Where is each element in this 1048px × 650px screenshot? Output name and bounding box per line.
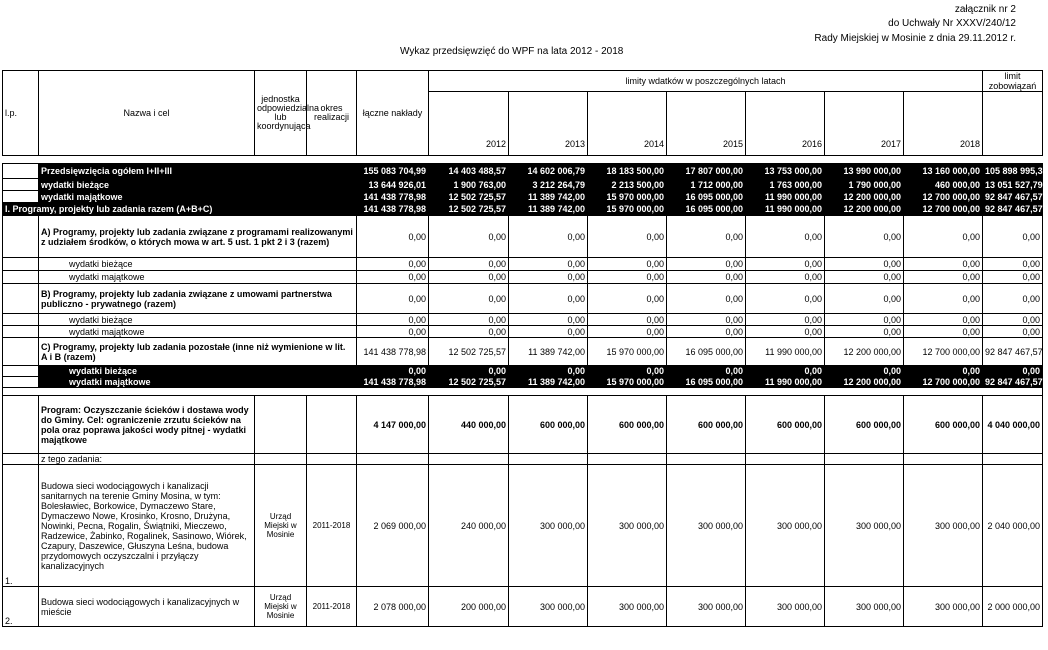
row-value: 0,00 bbox=[667, 284, 746, 314]
row-lp bbox=[3, 314, 39, 326]
col-total: łączne nakłady bbox=[357, 71, 429, 156]
col-period: okres realizacji bbox=[307, 71, 357, 156]
program-value: 600 000,00 bbox=[904, 396, 983, 454]
col-year-2015: 2015 bbox=[667, 92, 746, 156]
row-value: 12 700 000,00 bbox=[904, 191, 983, 203]
program-value: 4 147 000,00 bbox=[357, 396, 429, 454]
row-value: 12 700 000,00 bbox=[904, 203, 983, 216]
row-value: 92 847 467,57 bbox=[983, 377, 1043, 388]
row-value: 0,00 bbox=[904, 366, 983, 377]
program-label: Program: Oczyszczanie ścieków i dostawa wody do Gminy. Cel: ograniczenie zrzutu ścieków na pola oraz poprawa jakości wody pitnej - wydatki majątkowe bbox=[39, 396, 255, 454]
col-year-2014: 2014 bbox=[588, 92, 667, 156]
row-lp bbox=[3, 164, 39, 179]
row-value: 0,00 bbox=[357, 314, 429, 326]
row-value: 0,00 bbox=[667, 271, 746, 284]
row-value: 0,00 bbox=[746, 258, 825, 271]
task-name: Budowa sieci wodociągowych i kanalizacyjnych w mieście bbox=[39, 587, 255, 627]
row-value: 16 095 000,00 bbox=[667, 377, 746, 388]
task-value: 300 000,00 bbox=[509, 587, 588, 627]
empty-cell bbox=[588, 454, 667, 465]
row-value: 0,00 bbox=[357, 216, 429, 258]
row-lp bbox=[3, 216, 39, 258]
row-value: 0,00 bbox=[825, 284, 904, 314]
summary-row bbox=[3, 314, 1043, 326]
row-value: 1 712 000,00 bbox=[667, 179, 746, 191]
program-row bbox=[3, 396, 1043, 454]
row-label: Przedsięwzięcia ogółem I+II+III bbox=[39, 164, 357, 179]
row-label: wydatki bieżące bbox=[39, 258, 357, 271]
row-value: 0,00 bbox=[667, 366, 746, 377]
row-value: 0,00 bbox=[357, 258, 429, 271]
row-label: wydatki bieżące bbox=[39, 179, 357, 191]
row-value: 0,00 bbox=[746, 284, 825, 314]
row-lp bbox=[3, 284, 39, 314]
row-value: 12 200 000,00 bbox=[825, 191, 904, 203]
row-value: 11 389 742,00 bbox=[509, 191, 588, 203]
task-value: 300 000,00 bbox=[509, 465, 588, 587]
row-value: 0,00 bbox=[746, 326, 825, 338]
row-value: 92 847 467,57 bbox=[983, 338, 1043, 366]
task-value: 300 000,00 bbox=[746, 587, 825, 627]
empty-cell bbox=[357, 454, 429, 465]
program-period bbox=[307, 396, 357, 454]
row-value: 0,00 bbox=[825, 314, 904, 326]
row-value: 15 970 000,00 bbox=[588, 377, 667, 388]
row-value: 0,00 bbox=[509, 258, 588, 271]
row-value: 11 990 000,00 bbox=[746, 191, 825, 203]
row-value: 12 200 000,00 bbox=[825, 203, 904, 216]
row-lp bbox=[3, 377, 39, 388]
row-value: 0,00 bbox=[357, 366, 429, 377]
row-value: 0,00 bbox=[588, 216, 667, 258]
row-label: wydatki majątkowe bbox=[39, 326, 357, 338]
row-value: 0,00 bbox=[357, 271, 429, 284]
task-value: 240 000,00 bbox=[429, 465, 509, 587]
task-value: 300 000,00 bbox=[904, 465, 983, 587]
row-value: 0,00 bbox=[904, 258, 983, 271]
row-value: 0,00 bbox=[509, 216, 588, 258]
spacer-row bbox=[3, 156, 1043, 164]
row-value: 92 847 467,57 bbox=[983, 203, 1043, 216]
row-value: 3 212 264,79 bbox=[509, 179, 588, 191]
row-value: 0,00 bbox=[904, 284, 983, 314]
row-lp bbox=[3, 326, 39, 338]
program-value: 600 000,00 bbox=[588, 396, 667, 454]
program-unit bbox=[255, 396, 307, 454]
row-value: 0,00 bbox=[904, 326, 983, 338]
row-value: 13 160 000,00 bbox=[904, 164, 983, 179]
row-label: wydatki majątkowe bbox=[39, 191, 357, 203]
task-row bbox=[3, 587, 1043, 627]
col-lp: l.p. bbox=[3, 71, 39, 156]
row-value: 0,00 bbox=[509, 271, 588, 284]
annex-council-date: Rady Miejskiej w Mosinie z dnia 29.11.2012 r. bbox=[814, 33, 1016, 44]
row-value: 0,00 bbox=[667, 216, 746, 258]
row-value: 141 438 778,98 bbox=[357, 377, 429, 388]
row-value: 0,00 bbox=[746, 366, 825, 377]
col-year-2013: 2013 bbox=[509, 92, 588, 156]
empty-cell bbox=[746, 454, 825, 465]
row-value: 141 438 778,98 bbox=[357, 203, 429, 216]
row-label: wydatki bieżące bbox=[39, 366, 357, 377]
row-value: 0,00 bbox=[429, 366, 509, 377]
row-lp bbox=[3, 366, 39, 377]
col-year-2016: 2016 bbox=[746, 92, 825, 156]
summary-row bbox=[3, 366, 1043, 377]
empty-cell bbox=[255, 454, 307, 465]
row-value: 0,00 bbox=[429, 216, 509, 258]
row-value: 1 790 000,00 bbox=[825, 179, 904, 191]
summary-row bbox=[3, 179, 1043, 191]
row-value: 1 900 763,00 bbox=[429, 179, 509, 191]
row-value: 11 389 742,00 bbox=[509, 203, 588, 216]
row-value: 92 847 467,57 bbox=[983, 191, 1043, 203]
row-value: 16 095 000,00 bbox=[667, 191, 746, 203]
program-value: 600 000,00 bbox=[746, 396, 825, 454]
row-value: 0,00 bbox=[667, 326, 746, 338]
row-value: 12 700 000,00 bbox=[904, 377, 983, 388]
row-value: 12 502 725,57 bbox=[429, 338, 509, 366]
row-value: 0,00 bbox=[983, 366, 1043, 377]
row-label: I. Programy, projekty lub zadania razem (A+B+C) bbox=[3, 203, 357, 216]
summary-row bbox=[3, 271, 1043, 284]
empty-cell bbox=[904, 454, 983, 465]
task-unit: Urząd Miejski w Mosinie bbox=[255, 465, 307, 587]
row-value: 15 970 000,00 bbox=[588, 191, 667, 203]
row-label: wydatki majątkowe bbox=[39, 271, 357, 284]
annex-resolution: do Uchwały Nr XXXV/240/12 bbox=[888, 18, 1016, 29]
row-value: 12 502 725,57 bbox=[429, 203, 509, 216]
row-value: 0,00 bbox=[588, 366, 667, 377]
row-value: 0,00 bbox=[588, 326, 667, 338]
task-name: Budowa sieci wodociągowych i kanalizacji sanitarnych na terenie Gminy Mosina, w tym: Bolesławiec, Borkowice, Dymaczewo Stare, Dymaczewo Nowe, Krosinko, Krosno, Drużyna, Nowinki, Pecna, Rogalin, Świątniki, Mieczewo, Radzewice, Żabinko, Rogalinek, Sasinowo, Wiórek, Czapury, Daszewice, Głuszyna Leśna, budowa przydomowych oczyszczalni i przyłączy kanalizacyjnych bbox=[39, 465, 255, 587]
program-value: 440 000,00 bbox=[429, 396, 509, 454]
row-value: 15 970 000,00 bbox=[588, 338, 667, 366]
row-value: 460 000,00 bbox=[904, 179, 983, 191]
task-lp: 1. bbox=[3, 465, 39, 587]
row-lp bbox=[3, 191, 39, 203]
row-value: 0,00 bbox=[746, 271, 825, 284]
row-label: B) Programy, projekty lub zadania związane z umowami partnerstwa publiczno - prywatnego (razem) bbox=[39, 284, 357, 314]
task-value: 300 000,00 bbox=[667, 465, 746, 587]
task-value: 300 000,00 bbox=[825, 587, 904, 627]
row-value: 0,00 bbox=[983, 271, 1043, 284]
row-value: 0,00 bbox=[357, 284, 429, 314]
task-value: 300 000,00 bbox=[904, 587, 983, 627]
row-value: 0,00 bbox=[429, 258, 509, 271]
row-lp bbox=[3, 258, 39, 271]
row-value: 11 389 742,00 bbox=[509, 338, 588, 366]
row-value: 0,00 bbox=[509, 366, 588, 377]
row-value: 13 753 000,00 bbox=[746, 164, 825, 179]
row-lp bbox=[3, 179, 39, 191]
row-value: 13 990 000,00 bbox=[825, 164, 904, 179]
row-value: 155 083 704,99 bbox=[357, 164, 429, 179]
summary-row bbox=[3, 326, 1043, 338]
row-value: 0,00 bbox=[825, 258, 904, 271]
summary-row bbox=[3, 258, 1043, 271]
row-value: 0,00 bbox=[429, 314, 509, 326]
task-value: 2 000 000,00 bbox=[983, 587, 1043, 627]
row-value: 0,00 bbox=[429, 284, 509, 314]
row-value: 0,00 bbox=[667, 314, 746, 326]
row-value: 0,00 bbox=[825, 366, 904, 377]
row-value: 0,00 bbox=[509, 314, 588, 326]
row-value: 15 970 000,00 bbox=[588, 203, 667, 216]
col-unit: jednostka odpowiedzialna lub koordynująca bbox=[255, 71, 307, 156]
row-value: 0,00 bbox=[983, 326, 1043, 338]
row-value: 1 763 000,00 bbox=[746, 179, 825, 191]
row-value: 0,00 bbox=[746, 216, 825, 258]
summary-row bbox=[3, 203, 1043, 216]
row-value: 2 213 500,00 bbox=[588, 179, 667, 191]
row-value: 0,00 bbox=[825, 216, 904, 258]
spacer-row bbox=[3, 388, 1043, 396]
empty-cell bbox=[983, 454, 1043, 465]
row-value: 0,00 bbox=[904, 216, 983, 258]
task-value: 200 000,00 bbox=[429, 587, 509, 627]
row-value: 0,00 bbox=[825, 271, 904, 284]
col-name: Nazwa i cel bbox=[39, 71, 255, 156]
empty-cell bbox=[509, 454, 588, 465]
document-title: Wykaz przedsięwzięć do WPF na lata 2012 - 2018 bbox=[400, 46, 624, 57]
col-year-2018: 2018 bbox=[904, 92, 983, 156]
program-value: 600 000,00 bbox=[825, 396, 904, 454]
row-value: 11 389 742,00 bbox=[509, 377, 588, 388]
row-value: 0,00 bbox=[509, 284, 588, 314]
row-value: 0,00 bbox=[588, 314, 667, 326]
task-unit: Urząd Miejski w Mosinie bbox=[255, 587, 307, 627]
row-value: 0,00 bbox=[667, 258, 746, 271]
col-limit-obligations: limit zobowiązań bbox=[983, 71, 1043, 92]
summary-row bbox=[3, 216, 1043, 258]
row-value: 0,00 bbox=[983, 258, 1043, 271]
row-value: 11 990 000,00 bbox=[746, 338, 825, 366]
row-value: 0,00 bbox=[746, 314, 825, 326]
task-value: 300 000,00 bbox=[746, 465, 825, 587]
row-value: 11 990 000,00 bbox=[746, 203, 825, 216]
row-value: 17 807 000,00 bbox=[667, 164, 746, 179]
task-value: 2 078 000,00 bbox=[357, 587, 429, 627]
row-value: 0,00 bbox=[357, 326, 429, 338]
row-value: 0,00 bbox=[509, 326, 588, 338]
row-value: 14 403 488,57 bbox=[429, 164, 509, 179]
annex-number: załącznik nr 2 bbox=[954, 4, 1016, 15]
row-value: 0,00 bbox=[429, 326, 509, 338]
task-value: 300 000,00 bbox=[588, 587, 667, 627]
row-lp bbox=[3, 396, 39, 454]
row-label: C) Programy, projekty lub zadania pozostałe (inne niż wymienione w lit. A i B (razem) bbox=[39, 338, 357, 366]
row-value: 0,00 bbox=[983, 314, 1043, 326]
task-period: 2011-2018 bbox=[307, 587, 357, 627]
row-lp bbox=[3, 454, 39, 465]
empty-cell bbox=[429, 454, 509, 465]
task-lp: 2. bbox=[3, 587, 39, 627]
col-limits-group: limity wdatków w poszczególnych latach bbox=[429, 71, 983, 92]
row-value: 18 183 500,00 bbox=[588, 164, 667, 179]
row-label: wydatki majątkowe bbox=[39, 377, 357, 388]
row-value: 12 200 000,00 bbox=[825, 338, 904, 366]
task-row bbox=[3, 465, 1043, 587]
program-value: 4 040 000,00 bbox=[983, 396, 1043, 454]
row-value: 0,00 bbox=[904, 314, 983, 326]
empty-cell bbox=[667, 454, 746, 465]
row-value: 14 602 006,79 bbox=[509, 164, 588, 179]
row-value: 12 502 725,57 bbox=[429, 191, 509, 203]
row-value: 0,00 bbox=[588, 258, 667, 271]
row-label: A) Programy, projekty lub zadania związane z programami realizowanymi z udziałem środków, o których mowa w art. 5 ust. 1 pkt 2 i 3 (razem) bbox=[39, 216, 357, 258]
col-limit-blank bbox=[983, 92, 1043, 156]
row-label: wydatki bieżące bbox=[39, 314, 357, 326]
row-value: 141 438 778,98 bbox=[357, 191, 429, 203]
row-value: 141 438 778,98 bbox=[357, 338, 429, 366]
col-year-2012: 2012 bbox=[429, 92, 509, 156]
task-value: 2 069 000,00 bbox=[357, 465, 429, 587]
row-value: 0,00 bbox=[983, 216, 1043, 258]
task-value: 300 000,00 bbox=[825, 465, 904, 587]
row-value: 0,00 bbox=[983, 284, 1043, 314]
row-value: 12 200 000,00 bbox=[825, 377, 904, 388]
row-value: 12 502 725,57 bbox=[429, 377, 509, 388]
task-value: 2 040 000,00 bbox=[983, 465, 1043, 587]
summary-row bbox=[3, 338, 1043, 366]
row-value: 16 095 000,00 bbox=[667, 203, 746, 216]
tasks-subheader: z tego zadania: bbox=[39, 454, 255, 465]
row-lp bbox=[3, 338, 39, 366]
row-value: 0,00 bbox=[429, 271, 509, 284]
row-value: 105 898 995,36 bbox=[983, 164, 1043, 179]
row-value: 0,00 bbox=[825, 326, 904, 338]
row-lp bbox=[3, 271, 39, 284]
row-value: 0,00 bbox=[904, 271, 983, 284]
row-value: 12 700 000,00 bbox=[904, 338, 983, 366]
program-value: 600 000,00 bbox=[509, 396, 588, 454]
empty-cell bbox=[307, 454, 357, 465]
summary-row bbox=[3, 377, 1043, 388]
row-value: 0,00 bbox=[588, 284, 667, 314]
summary-row bbox=[3, 284, 1043, 314]
row-value: 0,00 bbox=[588, 271, 667, 284]
empty-cell bbox=[825, 454, 904, 465]
col-year-2017: 2017 bbox=[825, 92, 904, 156]
summary-row bbox=[3, 191, 1043, 203]
program-value: 600 000,00 bbox=[667, 396, 746, 454]
wpf-table bbox=[2, 70, 1048, 627]
row-value: 11 990 000,00 bbox=[746, 377, 825, 388]
task-period: 2011-2018 bbox=[307, 465, 357, 587]
row-value: 13 051 527,79 bbox=[983, 179, 1043, 191]
task-value: 300 000,00 bbox=[588, 465, 667, 587]
row-value: 16 095 000,00 bbox=[667, 338, 746, 366]
summary-row bbox=[3, 164, 1043, 179]
task-value: 300 000,00 bbox=[667, 587, 746, 627]
row-value: 13 644 926,01 bbox=[357, 179, 429, 191]
